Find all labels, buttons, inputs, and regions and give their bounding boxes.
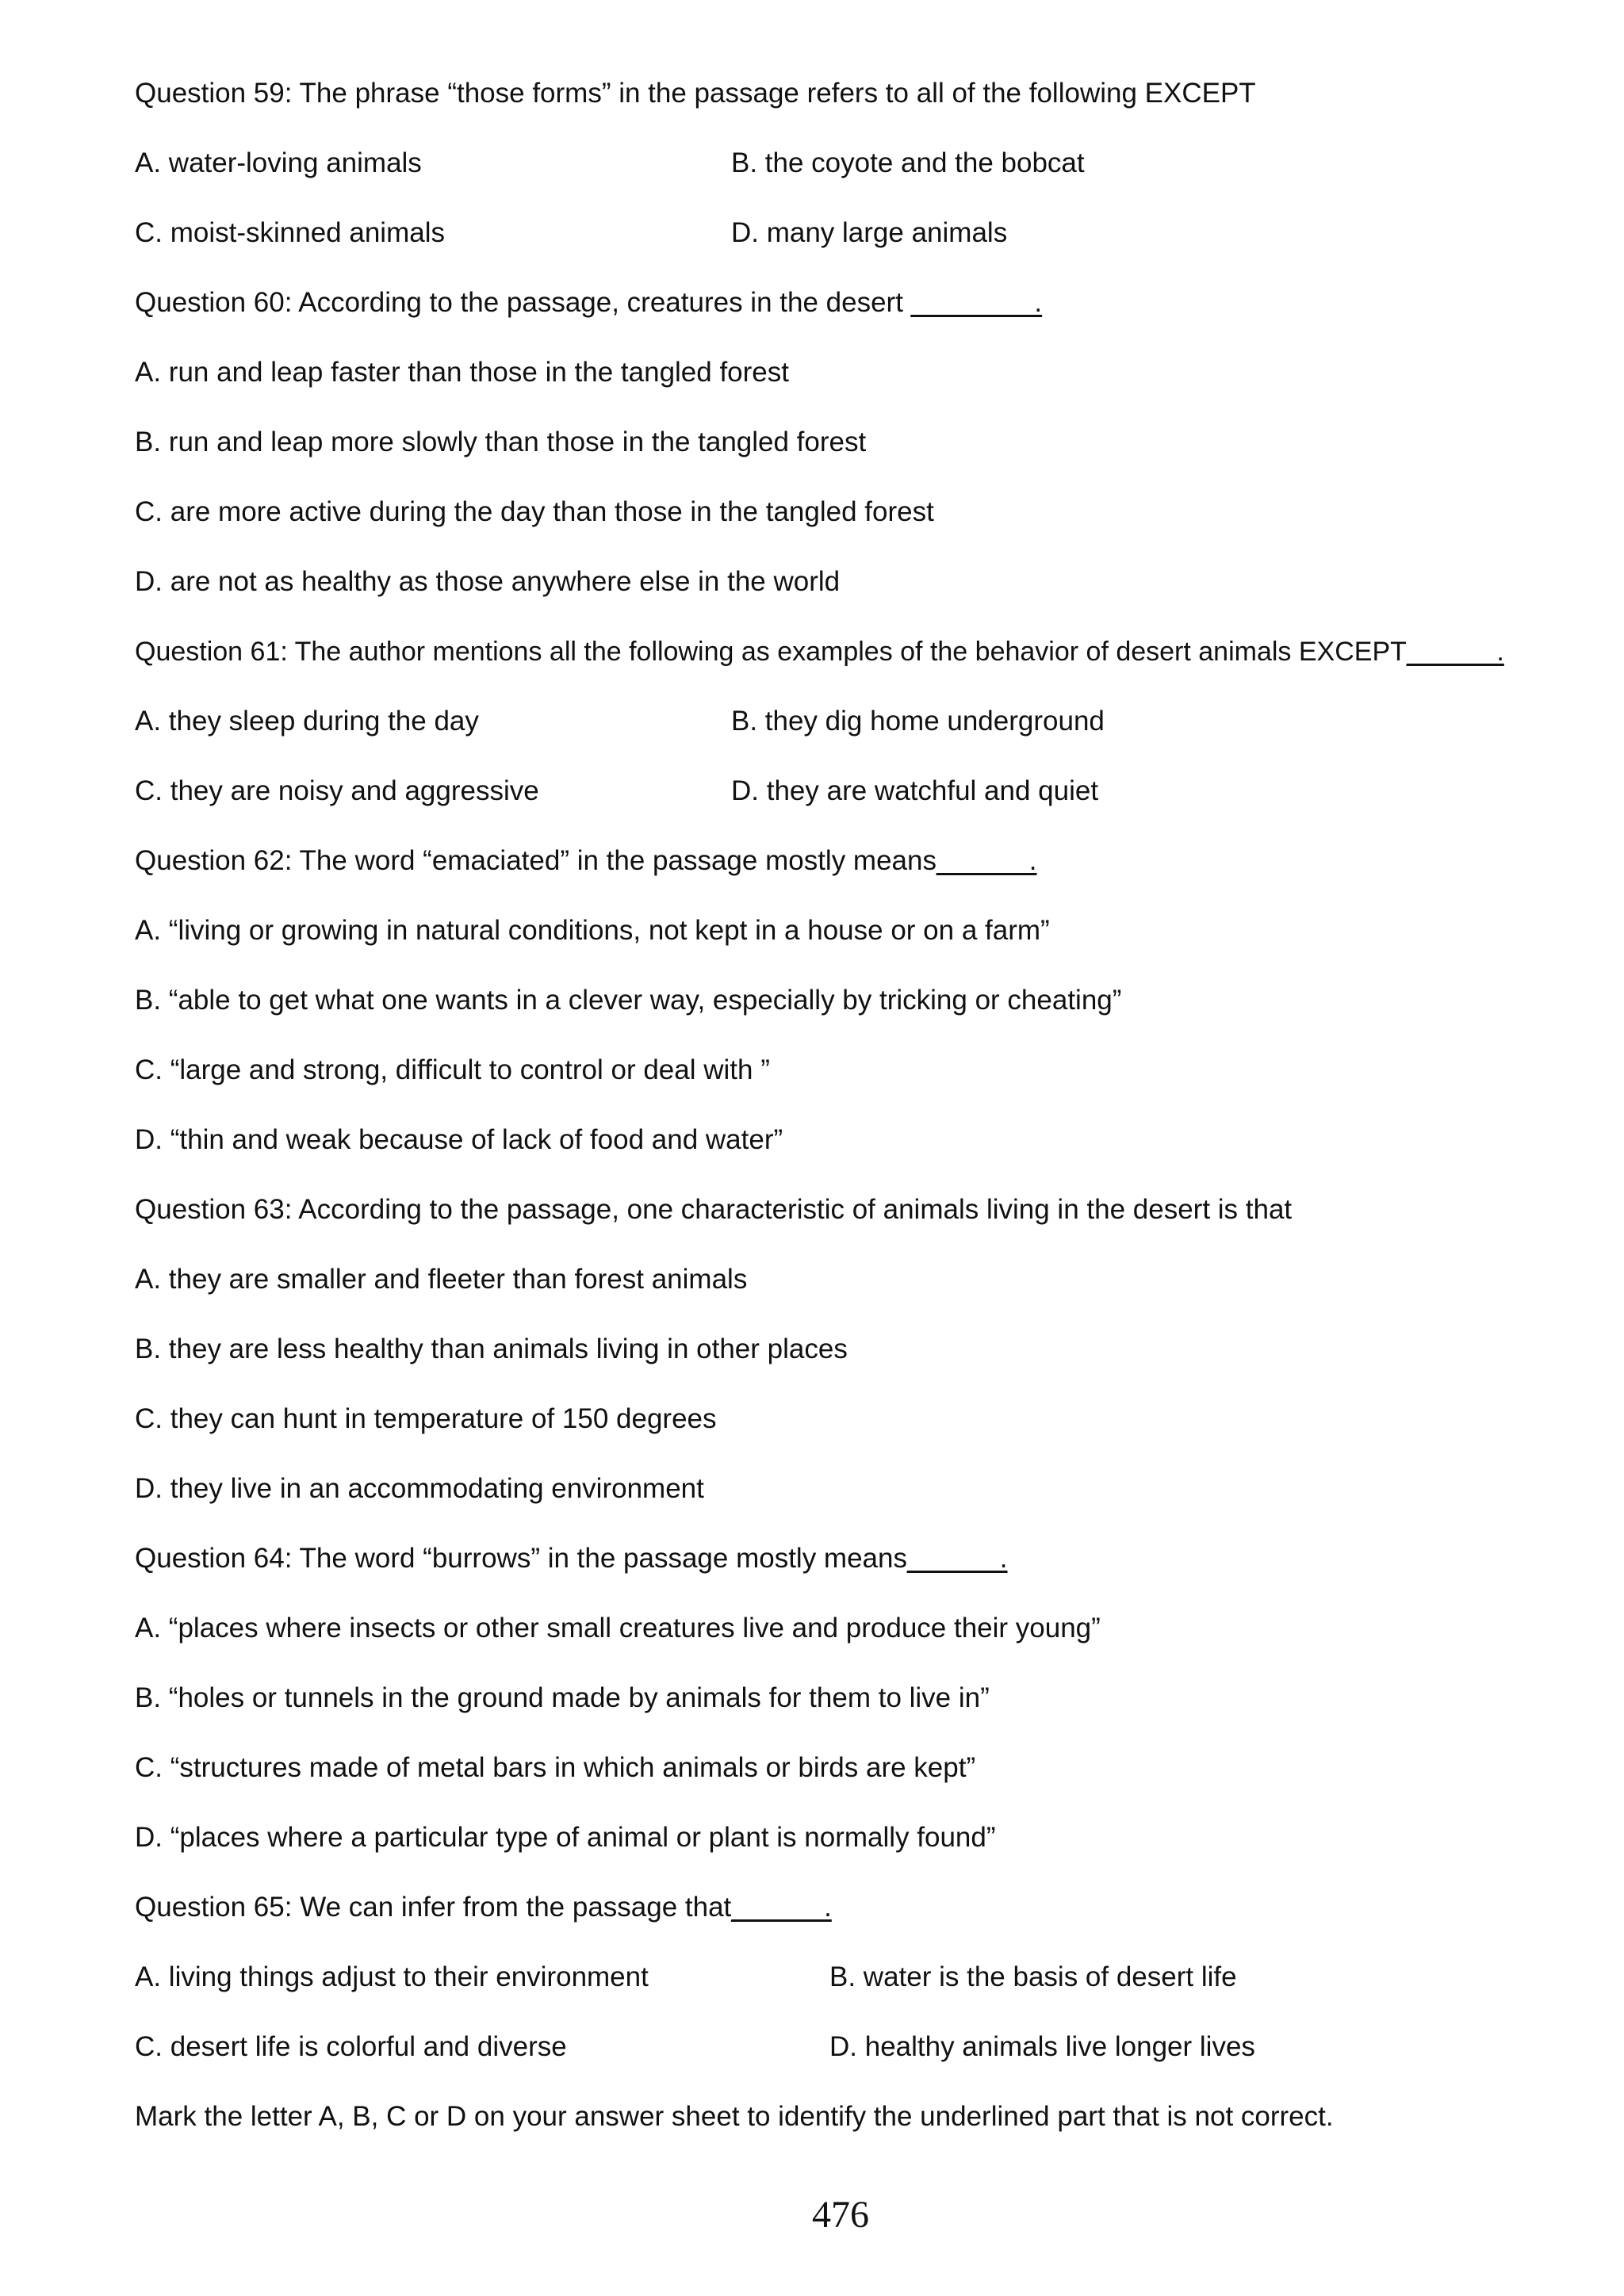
question-59-option-b: B. the coyote and the bobcat xyxy=(731,147,1085,178)
question-59-option-d: D. many large animals xyxy=(731,217,1008,248)
question-59-option-c: C. moist-skinned animals xyxy=(135,217,445,248)
question-60-option-a: A. run and leap faster than those in the tangled forest xyxy=(135,357,789,388)
question-65-option-b: B. water is the basis of desert life xyxy=(829,1961,1237,1992)
question-65-option-a: A. living things adjust to their environment xyxy=(135,1961,649,1992)
question-65-stem: Question 65: We can infer from the passage that xyxy=(135,1892,732,1923)
question-60-option-b: B. run and leap more slowly than those in the tangled forest xyxy=(135,427,867,457)
question-62 xyxy=(135,844,1037,878)
question-64-blank: ______. xyxy=(906,1543,1008,1574)
section-instruction: Mark the letter A, B, C or D on your answer sheet to identify the underlined part that is not correct. xyxy=(135,2101,1334,2132)
question-61 xyxy=(135,634,1504,669)
page-number: 476 xyxy=(812,2194,869,2236)
question-63-option-a: A. they are smaller and fleeter than forest animals xyxy=(135,1264,748,1295)
question-65-option-d: D. healthy animals live longer lives xyxy=(829,2031,1255,2062)
question-62-stem: Question 62: The word “emaciated” in the passage mostly means xyxy=(135,845,936,876)
question-63-stem: Question 63: According to the passage, one characteristic of animals living in the desert is that xyxy=(135,1194,1293,1225)
question-64-option-c: C. “structures made of metal bars in which animals or birds are kept” xyxy=(135,1752,976,1783)
question-64-stem: Question 64: The word “burrows” in the passage mostly means xyxy=(135,1543,907,1574)
question-60-option-d: D. are not as healthy as those anywhere else in the world xyxy=(135,566,841,597)
question-62-blank: ______. xyxy=(936,845,1037,876)
question-61-option-d: D. they are watchful and quiet xyxy=(731,775,1099,806)
question-61-option-a: A. they sleep during the day xyxy=(135,706,479,737)
question-63-option-c: C. they can hunt in temperature of 150 degrees xyxy=(135,1403,717,1434)
question-61-stem: Question 61: The author mentions all the following as examples of the behavior of desert animals EXCEPT xyxy=(135,637,1407,667)
question-60-stem: Question 60: According to the passage, creatures in the desert xyxy=(135,287,911,318)
question-59-option-a: A. water-loving animals xyxy=(135,147,422,178)
question-59-stem: Question 59: The phrase “those forms” in the passage refers to all of the following EXCEPT xyxy=(135,78,1256,109)
question-60-blank: ________. xyxy=(910,287,1043,318)
question-65 xyxy=(135,1890,832,1925)
question-64-option-d: D. “places where a particular type of animal or plant is normally found” xyxy=(135,1822,996,1853)
question-64-option-a: A. “places where insects or other small creatures live and produce their young” xyxy=(135,1613,1101,1644)
question-61-option-b: B. they dig home underground xyxy=(731,706,1105,737)
question-65-blank: ______. xyxy=(731,1892,832,1923)
question-62-option-d: D. “thin and weak because of lack of food and water” xyxy=(135,1124,783,1155)
question-62-option-b: B. “able to get what one wants in a clever way, especially by tricking or cheating” xyxy=(135,985,1122,1016)
question-64-option-b: B. “holes or tunnels in the ground made by animals for them to live in” xyxy=(135,1682,990,1713)
question-61-option-c: C. they are noisy and aggressive xyxy=(135,775,539,806)
question-61-blank: ______. xyxy=(1406,637,1504,667)
question-63-option-b: B. they are less healthy than animals living in other places xyxy=(135,1334,848,1364)
question-62-option-c: C. “large and strong, difficult to control or deal with ” xyxy=(135,1054,770,1085)
question-63-option-d: D. they live in an accommodating environment xyxy=(135,1473,704,1504)
question-60 xyxy=(135,285,1042,320)
question-60-option-c: C. are more active during the day than those in the tangled forest xyxy=(135,496,934,527)
question-64 xyxy=(135,1541,1008,1576)
question-62-option-a: A. “living or growing in natural conditions, not kept in a house or on a farm” xyxy=(135,915,1050,946)
question-65-option-c: C. desert life is colorful and diverse xyxy=(135,2031,567,2062)
